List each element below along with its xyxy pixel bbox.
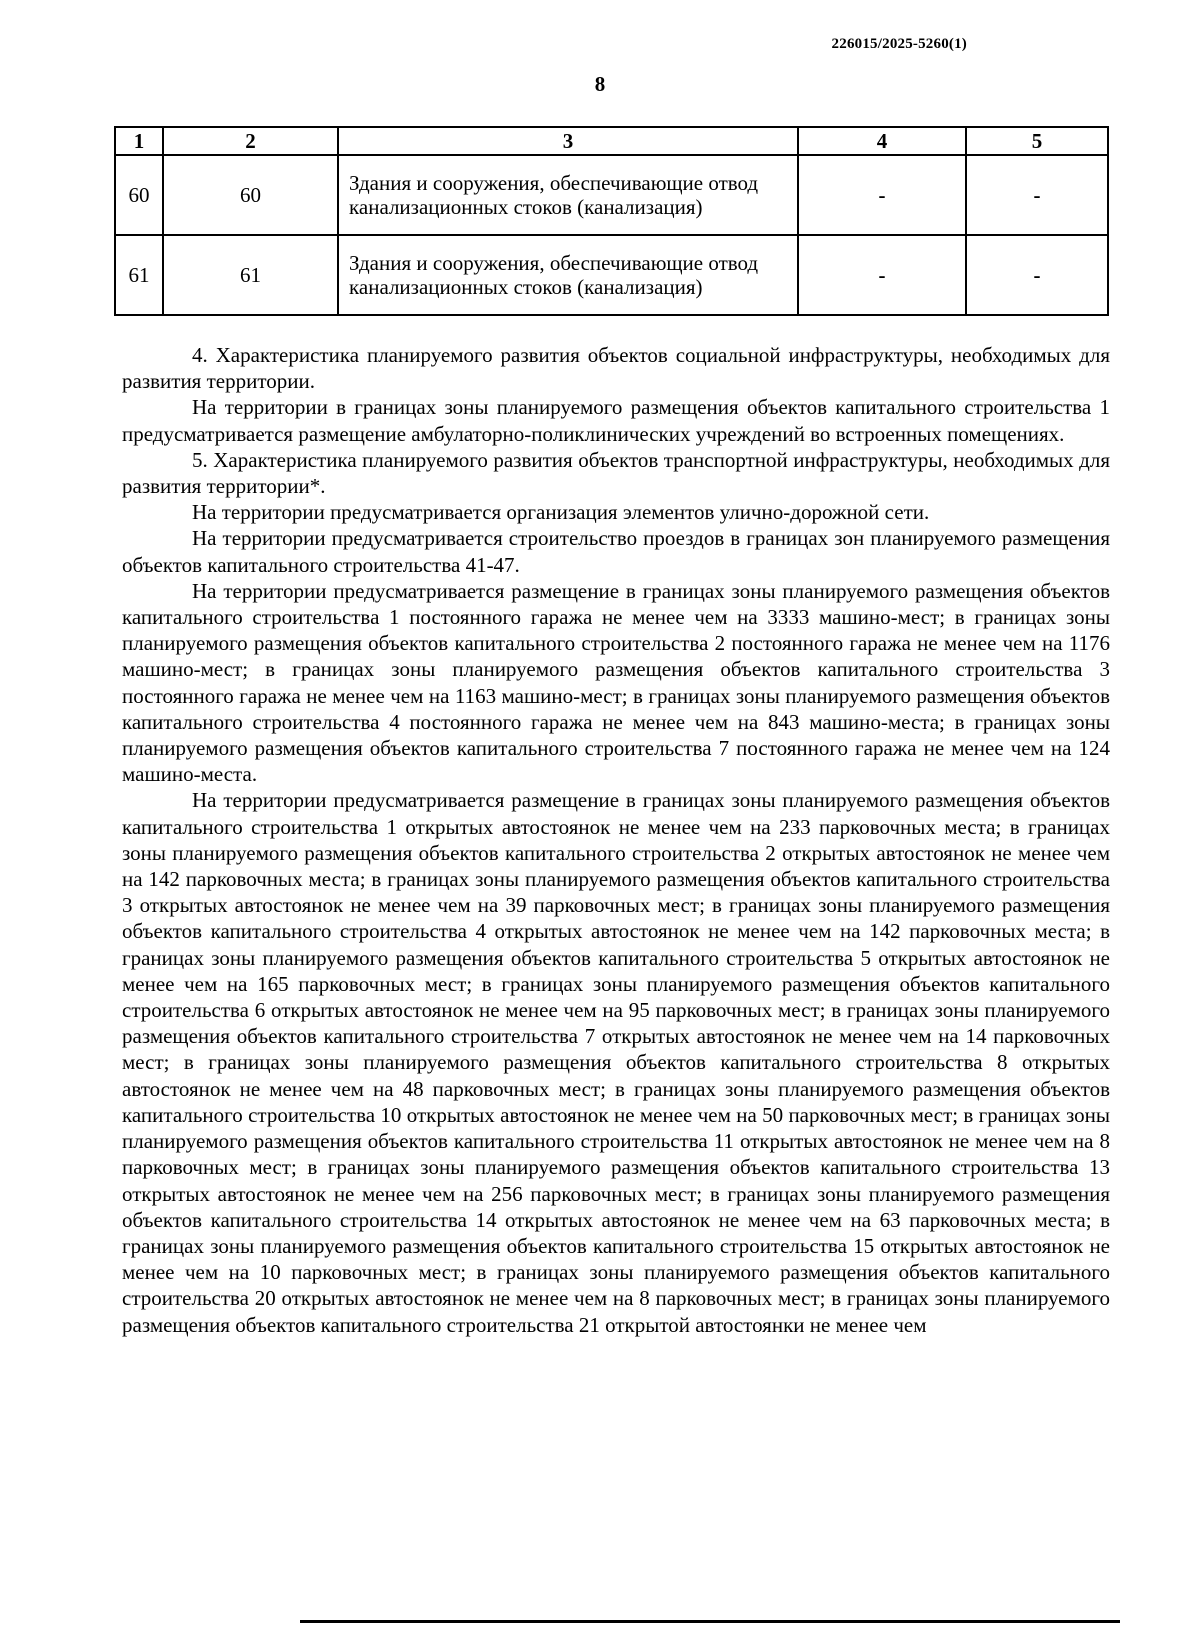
data-table xyxy=(114,126,1109,316)
body-text xyxy=(122,342,1110,1338)
table-cell: 61 xyxy=(115,235,163,315)
table-row xyxy=(115,235,1108,315)
table-cell: Здания и сооружения, обеспечивающие отвод канализационных стоков (канализация) xyxy=(338,155,798,235)
column-header: 2 xyxy=(163,127,338,155)
paragraph: 5. Характеристика планируемого развития объектов транспортной инфраструктуры, необходимых для развития территории*. xyxy=(122,447,1110,499)
table-cell: Здания и сооружения, обеспечивающие отвод канализационных стоков (канализация) xyxy=(338,235,798,315)
table-cell: 60 xyxy=(115,155,163,235)
column-header: 1 xyxy=(115,127,163,155)
column-header: 4 xyxy=(798,127,966,155)
column-header: 3 xyxy=(338,127,798,155)
table-row xyxy=(115,155,1108,235)
paragraph: На территории в границах зоны планируемого размещения объектов капитального строительства 1 предусматривается размещение амбулаторно-поликлинических учреждений во встроенных помещениях. xyxy=(122,395,1110,446)
table-cell: - xyxy=(798,155,966,235)
table-cell: - xyxy=(798,235,966,315)
page-bottom-rule xyxy=(300,1620,1120,1623)
document-number: 226015/2025-5260(1) xyxy=(831,36,967,52)
column-header: 5 xyxy=(966,127,1108,155)
page-number: 8 xyxy=(594,72,606,96)
table-cell: - xyxy=(966,155,1108,235)
paragraph: На территории предусматривается организация элементов улично-дорожной сети. xyxy=(192,500,930,525)
paragraph: На территории предусматривается размещение в границах зоны планируемого размещения объектов капитального строительства 1 постоянного гаража не менее чем на 3333 машино-мест; в границах зоны планируемого размещения объектов капитального строительства 2 постоянного гаража не менее чем на 1176 машино-мест; в границах зоны планируемого размещения объектов капитального строительства 3 постоянного гаража не менее чем на 1163 машино-мест; в границах зоны планируемого размещения объектов капитального строительства 4 постоянного гаража не менее чем на 843 машино-места; в границах зоны планируемого размещения объектов капитального строительства 7 постоянного гаража не менее чем на 124 машино-места. xyxy=(122,578,1110,787)
table-cell: 60 xyxy=(163,155,338,235)
paragraph: На территории предусматривается строительство проездов в границах зон планируемого размещения объектов капитального строительства 41-47. xyxy=(122,526,1110,577)
table-header-row xyxy=(115,127,1108,155)
paragraph: На территории предусматривается размещение в границах зоны планируемого размещения объектов капитального строительства 1 открытых автостоянок не менее чем на 233 парковочных места; в границах зоны планируемого размещения объектов капитального строительства 2 открытых автостоянок не менее чем на 142 парковочных места; в границах зоны планируемого размещения объектов капитального строительства 3 открытых автостоянок не менее чем на 39 парковочных мест; в границах зоны планируемого размещения объектов капитального строительства 4 открытых автостоянок не менее чем на 142 парковочных места; в границах зоны планируемого размещения объектов капитального строительства 5 открытых автостоянок не менее чем на 165 парковочных мест; в границах зоны планируемого размещения объектов капитального строительства 6 открытых автостоянок не менее чем на 95 парковочных мест; в границах зоны планируемого размещения объектов капитального строительства 7 открытых автостоянок не менее чем на 14 парковочных мест; в границах зоны планируемого размещения объектов капитального строительства 8 открытых автостоянок не менее чем на 48 парковочных мест; в границах зоны планируемого размещения объектов капитального строительства 10 открытых автостоянок не менее чем на 50 парковочных мест; в границах зоны планируемого размещения объектов капитального строительства 11 открытых автостоянок не менее чем на 8 парковочных мест; в границах зоны планируемого размещения объектов капитального строительства 13 открытых автостоянок не менее чем на 256 парковочных мест; в границах зоны планируемого размещения объектов капитального строительства 14 открытых автостоянок не менее чем на 63 парковочных места; в границах зоны планируемого размещения объектов капитального строительства 15 открытых автостоянок не менее чем на 10 парковочных мест; в границах зоны планируемого размещения объектов капитального строительства 20 открытых автостоянок не менее чем на 8 парковочных мест; в границах зоны планируемого размещения объектов капитального строительства 21 открытой автостоянки не менее чем xyxy=(122,788,1110,1337)
paragraph: 4. Характеристика планируемого развития объектов социальной инфраструктуры, необходимых для развития территории. xyxy=(122,343,1110,394)
table-cell: 61 xyxy=(163,235,338,315)
table-cell: - xyxy=(966,235,1108,315)
